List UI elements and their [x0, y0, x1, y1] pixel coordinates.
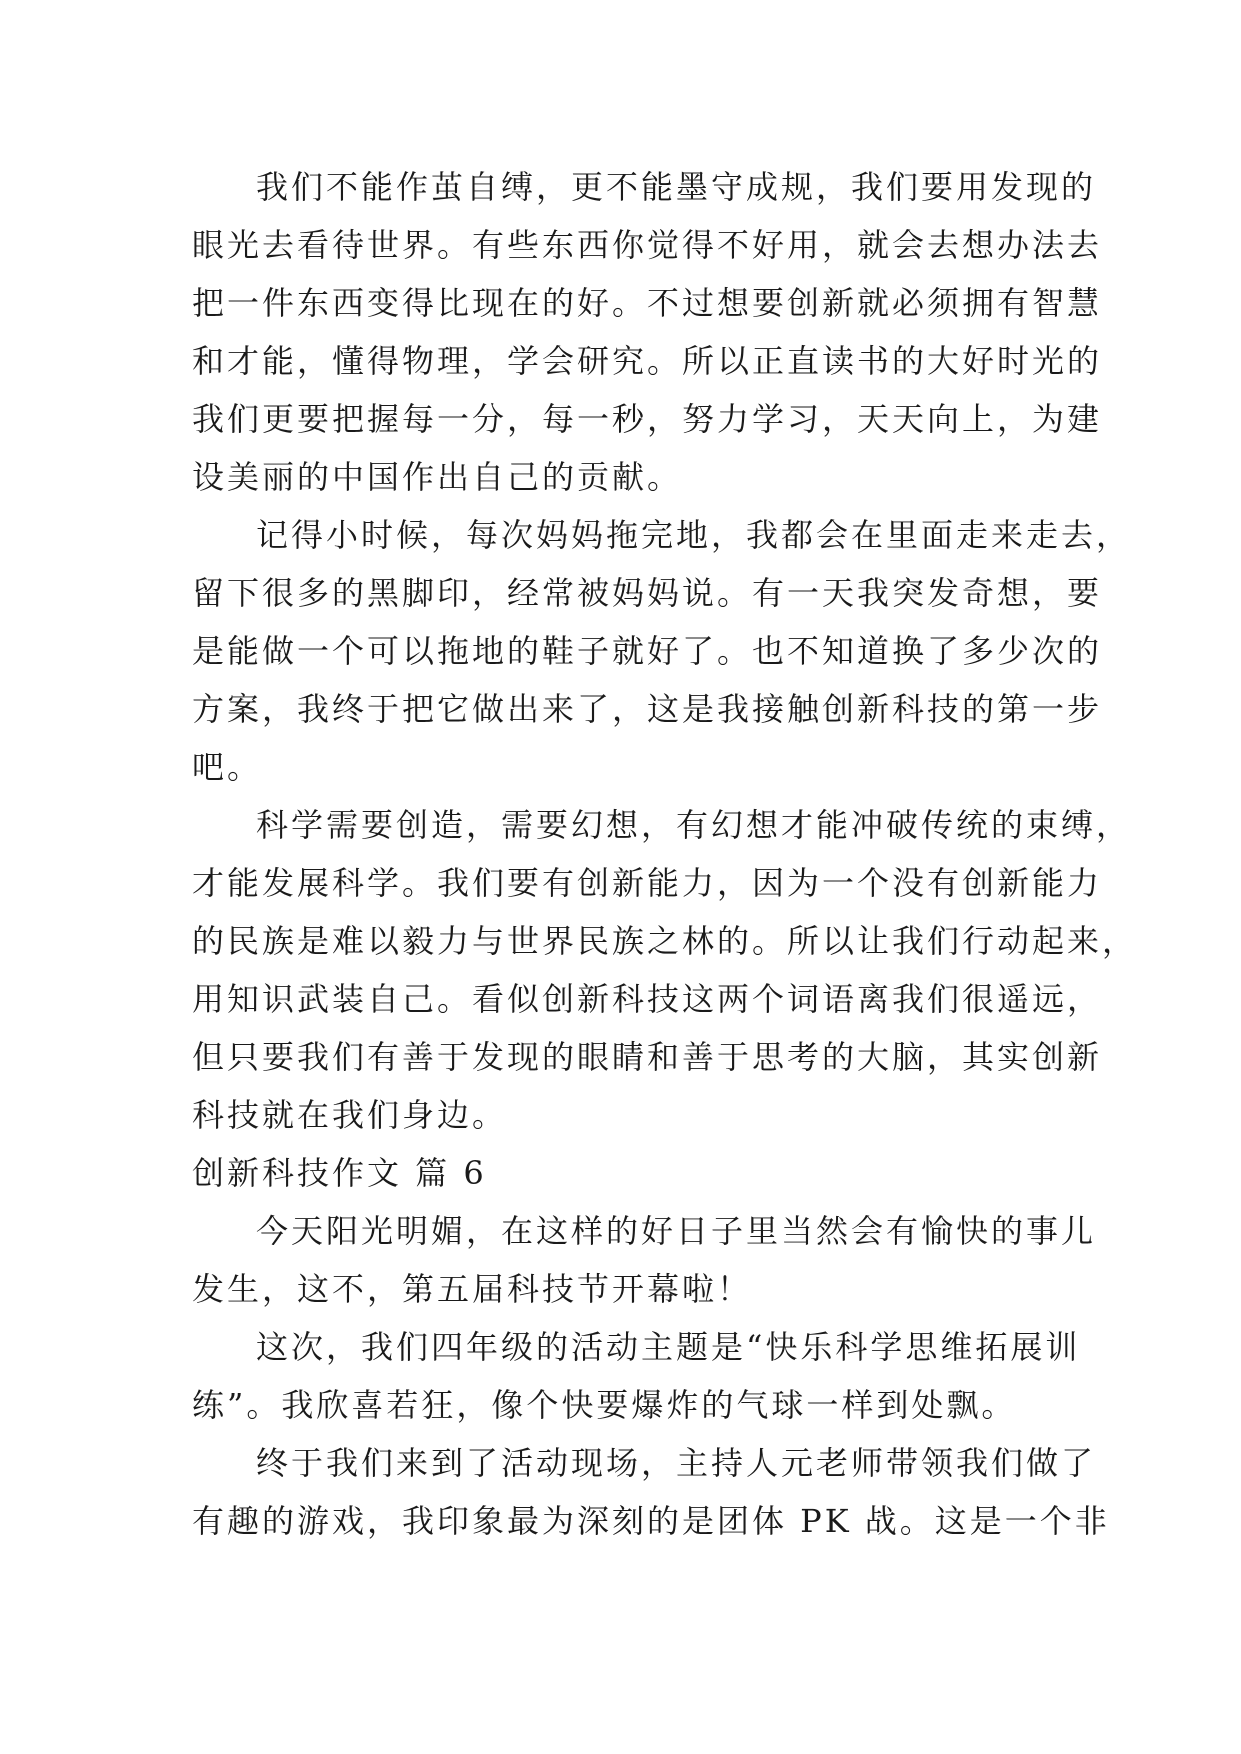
- paragraph-1: [192, 158, 1103, 506]
- text-line: 有趣的游戏，我印象最为深刻的是团体 PK 战。这是一个非: [192, 1502, 1110, 1540]
- text-line: 我们更要把握每一分，每一秒，努力学习，天天向上，为建: [192, 400, 1103, 438]
- paragraph-2: [192, 506, 1132, 796]
- text-line: 用知识武装自己。看似创新科技这两个词语离我们很遥远，: [192, 980, 1103, 1018]
- document-body: [192, 158, 1138, 1550]
- text-line: 练”。我欣喜若狂，像个快要爆炸的气球一样到处飘。: [192, 1386, 1017, 1424]
- text-line: 方案，我终于把它做出来了，这是我接触创新科技的第一步: [192, 690, 1103, 728]
- text-line: 才能发展科学。我们要有创新能力，因为一个没有创新能力: [192, 864, 1103, 902]
- text-line: 吧。: [192, 748, 263, 786]
- text-line: 是能做一个可以拖地的鞋子就好了。也不知道换了多少次的: [192, 632, 1103, 670]
- text-line: 记得小时候，每次妈妈拖完地，我都会在里面走来走去，: [256, 516, 1132, 554]
- section-heading: 创新科技作文 篇 6: [192, 1154, 487, 1192]
- text-line: 设美丽的中国作出自己的贡献。: [192, 458, 683, 496]
- text-line: 把一件东西变得比现在的好。不过想要创新就必须拥有智慧: [192, 284, 1103, 322]
- text-line: 和才能，懂得物理，学会研究。所以正直读书的大好时光的: [192, 342, 1103, 380]
- text-line: 留下很多的黑脚印，经常被妈妈说。有一天我突发奇想，要: [192, 574, 1103, 612]
- paragraph-5: [192, 1318, 1081, 1434]
- text-line: 眼光去看待世界。有些东西你觉得不好用，就会去想办法去: [192, 226, 1103, 264]
- paragraph-4: [192, 1202, 1097, 1318]
- text-line: 科技就在我们身边。: [192, 1096, 508, 1134]
- text-line: 这次，我们四年级的活动主题是“快乐科学思维拓展训: [256, 1328, 1081, 1366]
- text-line: 终于我们来到了活动现场，主持人元老师带领我们做了: [256, 1444, 1097, 1482]
- text-line: 今天阳光明媚，在这样的好日子里当然会有愉快的事儿: [256, 1212, 1097, 1250]
- paragraph-3: [192, 796, 1138, 1144]
- paragraph-6: [192, 1434, 1110, 1550]
- text-line: 但只要我们有善于发现的眼睛和善于思考的大脑，其实创新: [192, 1038, 1103, 1076]
- text-line: 科学需要创造，需要幻想，有幻想才能冲破传统的束缚，: [256, 806, 1132, 844]
- text-line: 发生，这不，第五届科技节开幕啦！: [192, 1270, 753, 1308]
- text-line: 我们不能作茧自缚，更不能墨守成规，我们要用发现的: [256, 168, 1097, 206]
- text-line: 的民族是难以毅力与世界民族之林的。所以让我们行动起来，: [192, 922, 1138, 960]
